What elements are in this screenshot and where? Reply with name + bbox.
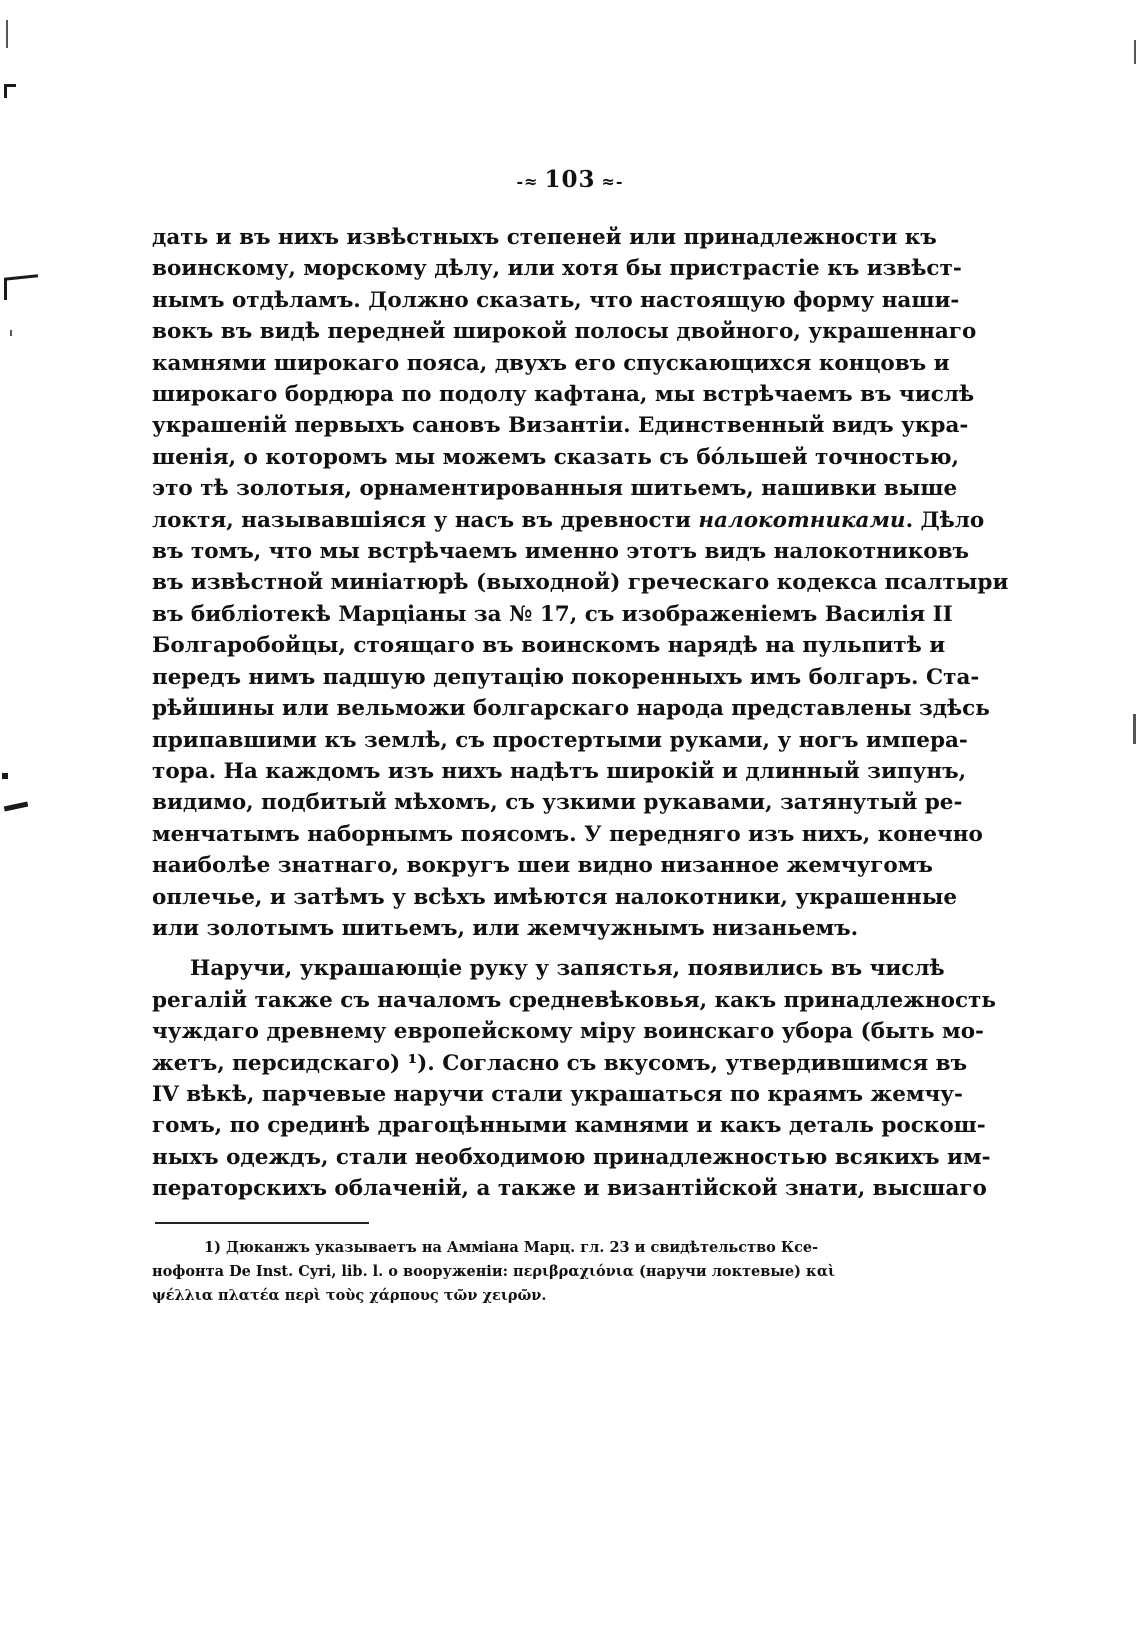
text-line: передъ нимъ падшую депутацію покоренныхъ имъ болгаръ. Ста- — [152, 664, 980, 690]
footnote — [152, 1236, 836, 1308]
text-line: камнями широкаго пояса, двухъ его спускающихся концовъ и — [152, 350, 950, 376]
text-line: менчатымъ наборнымъ поясомъ. У передняго изъ нихъ, конечно — [152, 821, 983, 847]
scan-speck-3 — [1133, 714, 1136, 744]
scan-mark-2 — [4, 274, 38, 281]
scan-mark-4 — [4, 802, 29, 812]
text-line: видимо, подбитый мѣхомъ, съ узкими рукавами, затянутый ре- — [152, 790, 963, 816]
text-line: украшеній первыхъ сановъ Византіи. Единственный видъ укра- — [152, 413, 969, 439]
text-line: въ извѣстной миніатюрѣ (выходной) греческаго кодекса псалтыри — [152, 570, 1009, 596]
text-line: регалій также съ началомъ средневѣковья, какъ принадлежность — [152, 987, 996, 1013]
text-line: это тѣ золотыя, орнаментированныя шитьемъ, нашивки выше — [152, 476, 958, 502]
page-number: 103 — [544, 166, 596, 193]
main-text — [152, 222, 1009, 1205]
text-line: ныхъ одеждъ, стали необходимою принадлежностью всякихъ им- — [152, 1144, 991, 1170]
footnote-line: ψέλλια πλατέα περὶ τοὺς χάρπους τῶν χειρῶν. — [152, 1287, 547, 1304]
text-line: ператорскихъ облаченій, а также и византійской знати, высшаго — [152, 1176, 987, 1202]
text-line: чуждаго древнему европейскому міру воинскаго убора (быть мо- — [152, 1019, 984, 1045]
text-line: дать и въ нихъ извѣстныхъ степеней или принадлежности къ — [152, 225, 937, 250]
text-line: IV вѣкѣ, парчевые наручи стали украшаться по краямъ жемчу- — [152, 1081, 963, 1107]
header-ornament-right: ≈- — [601, 171, 624, 191]
text-line: или золотымъ шитьемъ, или жемчужнымъ низаньемъ. — [152, 915, 859, 941]
scan-speck-4 — [10, 330, 12, 336]
text-line: рѣйшины или вельможи болгарскаго народа представлены здѣсь — [152, 696, 990, 722]
text-line: оплечье, и затѣмъ у всѣхъ имѣются налокотники, украшенные — [152, 884, 958, 910]
scan-mark-3 — [2, 773, 8, 779]
text-line: тора. На каждомъ изъ нихъ надѣтъ широкій и длинный зипунъ, — [152, 758, 967, 784]
header-ornament-left: -≈ — [516, 171, 539, 191]
scan-mark-2b — [4, 278, 7, 300]
text-line: гомъ, по срединѣ драгоцѣнными камнями и какъ деталь роскош- — [152, 1113, 986, 1139]
paragraph-gap — [152, 944, 804, 953]
footnote-line: нофонта De Inst. Cyri, lib. l. о вооруженіи: περιβραχιόνια (наручи локтевые) καὶ — [152, 1263, 836, 1280]
footnote-line: 1) Дюканжъ указываетъ на Амміана Марц. гл. 23 и свидѣтельство Ксе- — [204, 1239, 819, 1256]
italic-term: налокотниками — [698, 507, 906, 533]
scan-speck-1 — [6, 20, 8, 48]
text-line: жетъ, персидскаго) ¹). Согласно съ вкусомъ, утвердившимся въ — [152, 1050, 968, 1076]
text-line: нымъ отдѣламъ. Должно сказать, что настоящую форму наши- — [152, 287, 960, 313]
text-line: широкаго бордюра по подолу кафтана, мы встрѣчаемъ въ числѣ — [152, 382, 975, 408]
footnote-rule — [155, 1222, 369, 1224]
text-line: воинскому, морскому дѣлу, или хотя бы пристрастіе къ извѣст- — [152, 256, 962, 282]
text-line: наиболѣе знатнаго, вокругъ шеи видно низанное жемчугомъ — [152, 853, 933, 879]
text-line: локтя, называвшіяся у насъ въ древности налокотниками. Дѣло — [152, 507, 985, 533]
page-header — [0, 166, 1140, 193]
text-line: вокъ въ видѣ передней широкой полосы двойного, украшеннаго — [152, 319, 977, 345]
text-line: въ томъ, что мы встрѣчаемъ именно этотъ видъ налокотниковъ — [152, 539, 969, 565]
text-line: въ библіотекѣ Марціаны за № 17, съ изображеніемъ Василія II — [152, 601, 953, 627]
text-line: Наручи, украшающіе руку у запястья, появились въ числѣ — [190, 956, 945, 982]
text-line: шенія, о которомъ мы можемъ сказать съ бóльшей точностью, — [152, 444, 960, 470]
text-line: припавшими къ землѣ, съ простертыми руками, у ногъ импера- — [152, 727, 968, 753]
scan-speck-2 — [1134, 40, 1136, 64]
text-line: Болгаробойцы, стоящаго въ воинскомъ нарядѣ на пульпитѣ и — [152, 633, 946, 659]
scan-mark-1b — [4, 84, 7, 98]
